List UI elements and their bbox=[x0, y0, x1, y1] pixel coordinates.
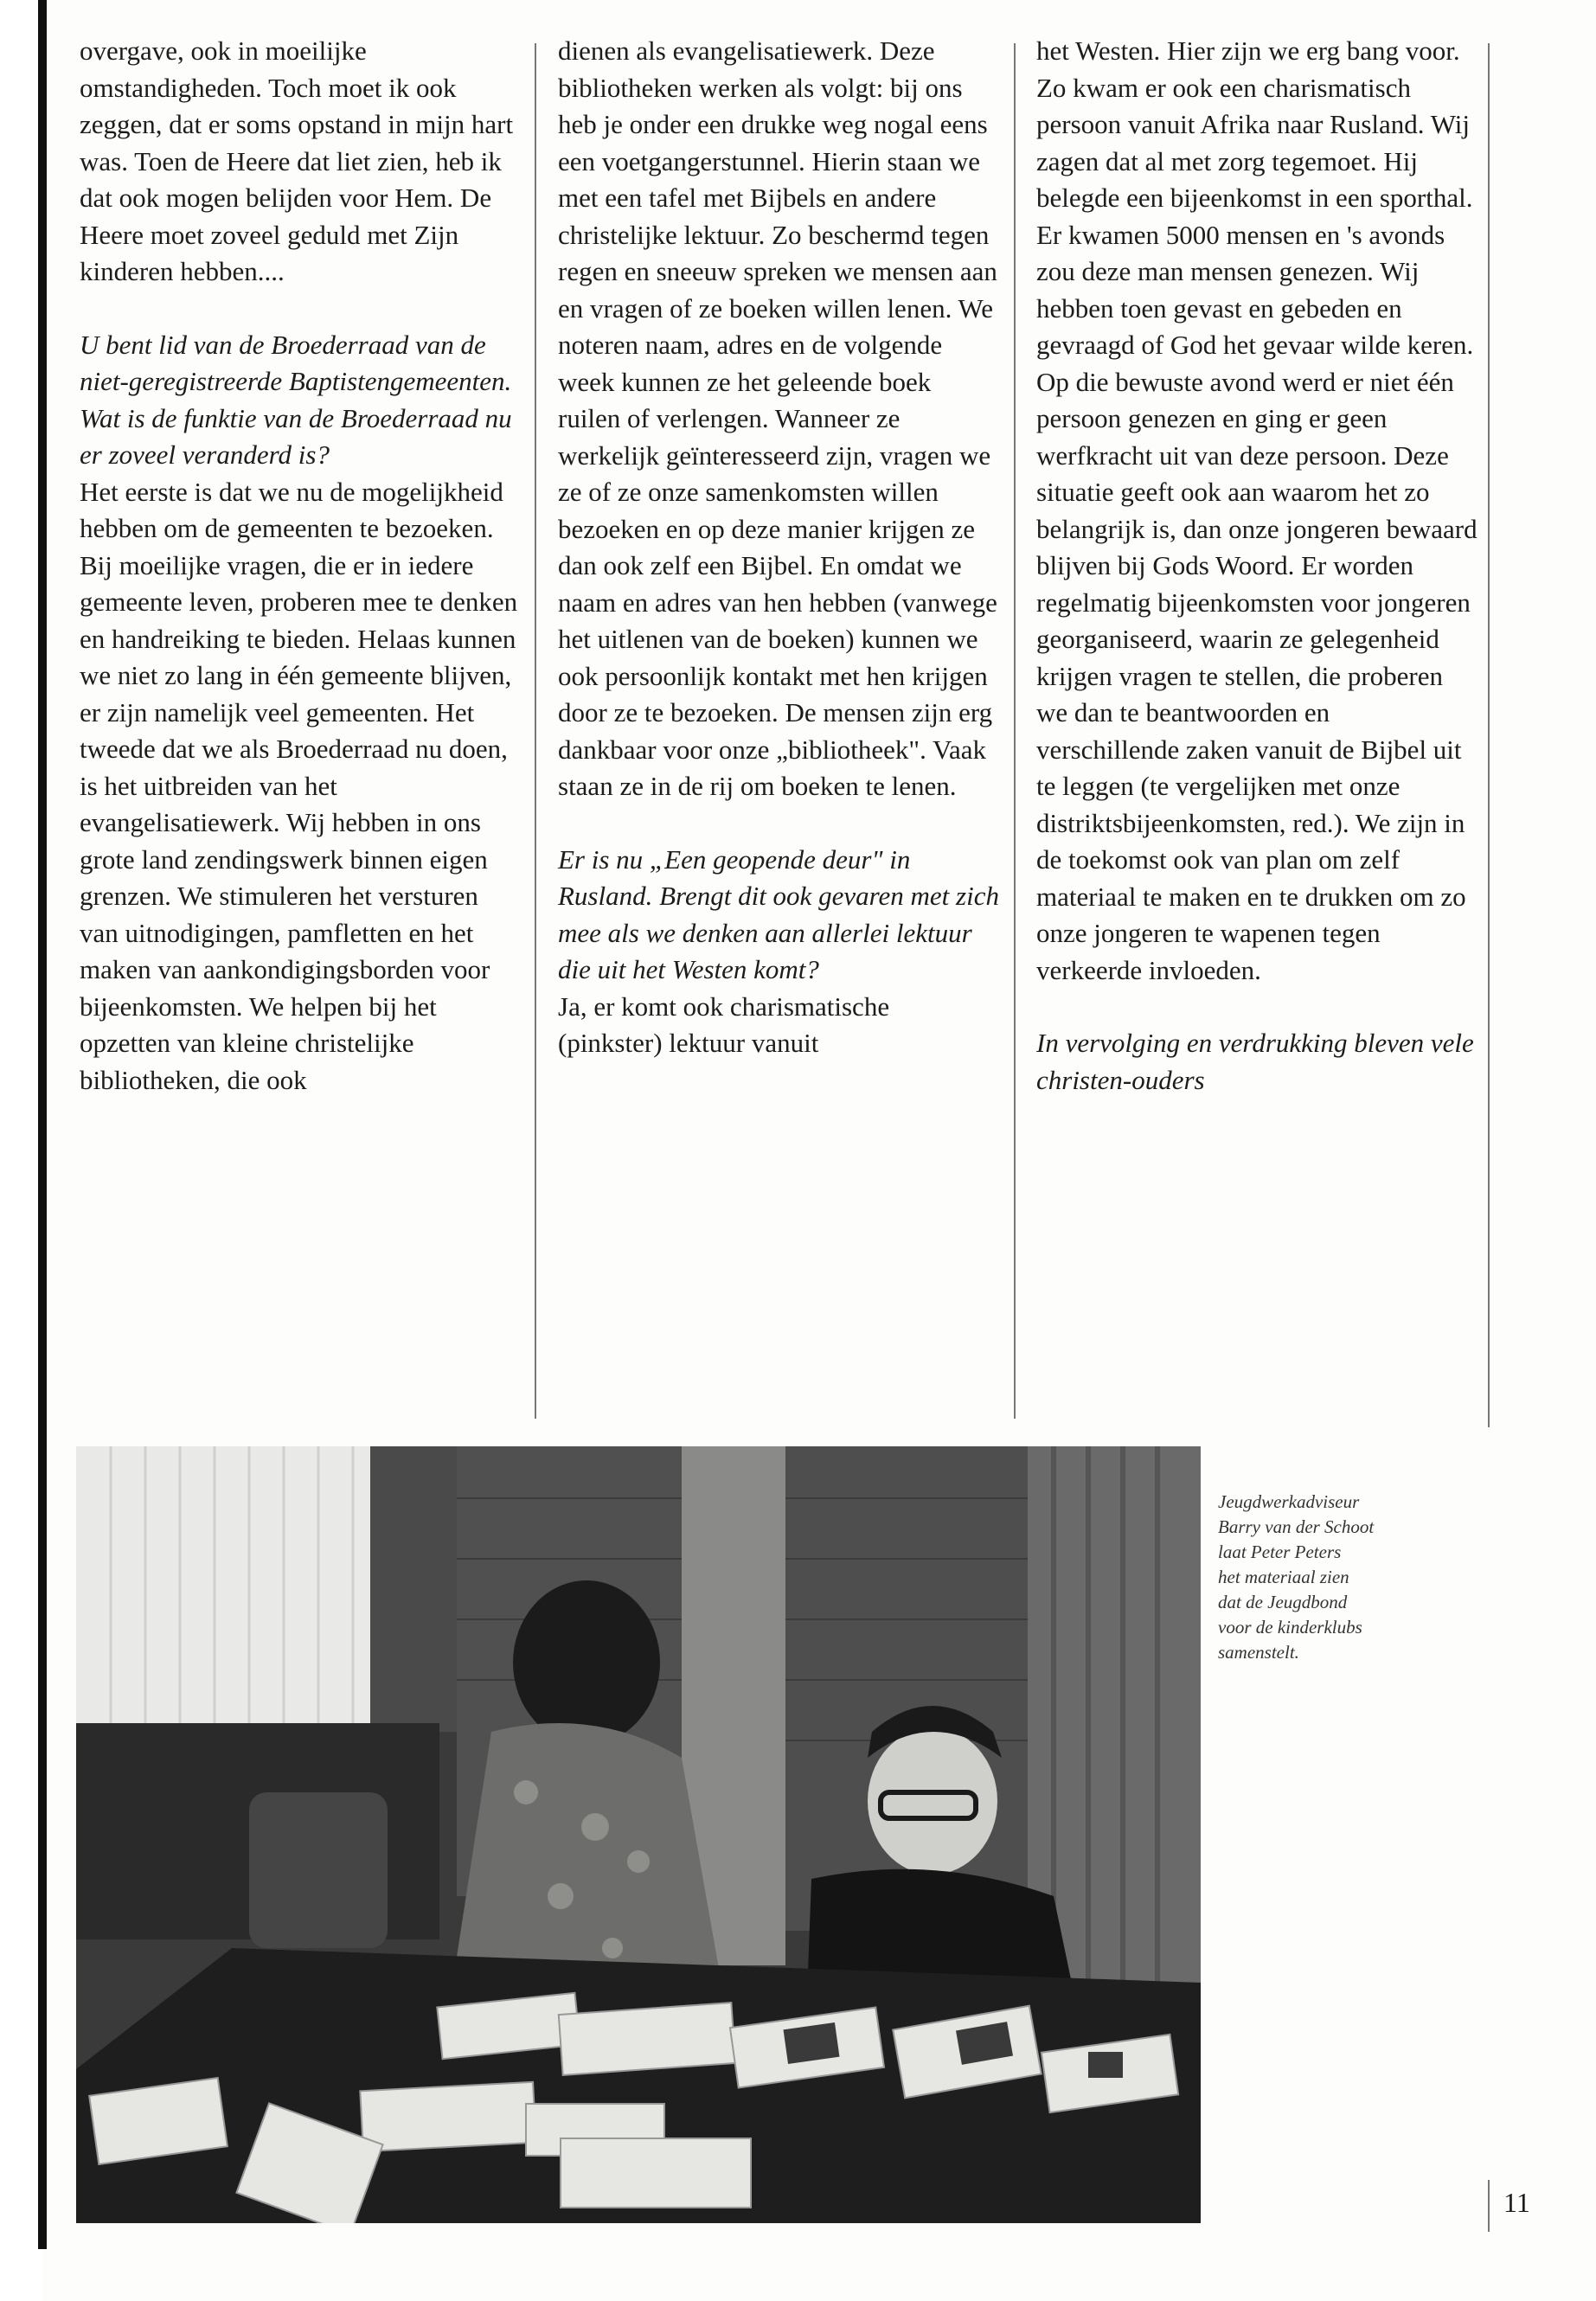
text-column-2 bbox=[558, 33, 999, 1062]
interview-answer: Ja, er komt ook charismatische (pinkster) lektuur vanuit bbox=[558, 990, 890, 1058]
interview-question: Er is nu „Een geopende deur" in Rusland. Brengt dit ook gevaren met zich mee als we denken aan allerlei lektuur die uit het Westen komt? bbox=[558, 843, 999, 984]
page-number: 11 bbox=[1503, 2187, 1530, 2218]
paragraph: dienen als evangelisatiewerk. Deze bibliotheken werken als volgt: bij ons heb je onder een drukke weg nogal eens een voetgangerstunnel. Hierin staan we met een tafel met Bijbels en andere christelijke lektuur. Zo beschermd tegen regen en sneeuw spreken we mensen aan en vragen of ze boeken willen lenen. We noteren naam, adres en de volgende week kunnen ze het geleende boek ruilen of verlengen. Wanneer ze werkelijk geïnteresseerd zijn, vragen we ze of ze onze samenkomsten willen bezoeken en op deze manier krijgen ze dan ook zelf een Bijbel. En omdat we naam en adres van hen hebben (vanwege het uitlenen van de boeken) kunnen we ook persoonlijk kontakt met hen krijgen door ze te bezoeken. De mensen zijn erg dankbaar voor onze „bibliotheek". Vaak staan ze in de rij om boeken te lenen. bbox=[558, 35, 997, 801]
paragraph: overgave, ook in moeilijke omstandigheden. Toch moet ik ook zeggen, dat er soms opstand in mijn hart was. Toen de Heere dat liet zien, heb ik dat ook mogen belijden voor Hem. De Heere moet zoveel geduld met Zijn kinderen hebben.... bbox=[80, 35, 514, 286]
column-divider bbox=[1014, 43, 1016, 1419]
column-divider bbox=[1488, 43, 1490, 1427]
interview-question: In vervolging en verdrukking bleven vele christen-ouders bbox=[1036, 1028, 1474, 1095]
photo-people-at-table bbox=[76, 1446, 1201, 2223]
caption-line: Jeugdwerkadviseur bbox=[1218, 1491, 1360, 1512]
interview-answer: Het eerste is dat we nu de mogelijkheid hebben om de gemeenten te bezoeken. Bij moeilijke vragen, die er in iedere gemeente leven, proberen mee te denken en handreiking te bieden. Helaas kunnen we niet zo lang in één gemeente blijven, er zijn namelijk veel gemeenten. Het tweede dat we als Broederraad nu doen, is het uitbreiden van het evangelisatiewerk. Wij hebben in ons grote land zendingswerk binnen eigen grenzen. We stimuleren het versturen van uitnodigingen, pamfletten en het maken van aankondigingsborden voor bijeenkomsten. We helpen bij het opzetten van kleine christelijke bibliotheken, die ook bbox=[80, 476, 518, 1095]
caption-line: samenstelt. bbox=[1218, 1642, 1299, 1663]
caption-line: voor de kinderklubs bbox=[1218, 1617, 1362, 1638]
paragraph: het Westen. Hier zijn we erg bang voor. Zo kwam er ook een charismatisch persoon vanuit Afrika naar Rusland. Wij zagen dat al met zorg tegemoet. Hij belegde een bijeenkomst in een sporthal. Er kwamen 5000 mensen en 's avonds zou deze man mensen genezen. Wij hebben toen gevast en gebeden en gevraagd of God het gevaar wilde keren. Op die bewuste avond werd er niet één persoon genezen en ging er geen werfkracht uit van deze persoon. Deze situatie geeft ook aan waarom het zo belangrijk is, dan onze jongeren bewaard blijven bij Gods Woord. Er worden regelmatig bijeenkomsten voor jongeren georganiseerd, waarin ze gelegenheid krijgen vragen te stellen, die proberen we dan te beantwoorden en verschillende zaken vanuit de Bijbel uit te leggen (te vergelijken met onze distriktsbijeenkomsten, red.). We zijn in de toekomst ook van plan om zelf materiaal te maken en te drukken om zo onze jongeren te wapenen tegen verkeerde invloeden. bbox=[1036, 35, 1477, 985]
caption-line: laat Peter Peters bbox=[1218, 1541, 1342, 1562]
text-column-3 bbox=[1036, 33, 1477, 1099]
text-column-1 bbox=[80, 33, 521, 1099]
interview-question: U bent lid van de Broederraad van de niet-geregistreerde Baptistengemeenten. Wat is de funktie van de Broederraad nu er zoveel veranderd is? bbox=[80, 329, 512, 470]
photo-caption bbox=[1218, 1490, 1452, 1665]
page-number-divider bbox=[1488, 2180, 1490, 2232]
caption-line: Barry van der Schoot bbox=[1218, 1516, 1375, 1537]
column-divider bbox=[535, 43, 536, 1419]
binding-edge bbox=[0, 0, 43, 2301]
caption-line: dat de Jeugdbond bbox=[1218, 1592, 1348, 1612]
caption-line: het materiaal zien bbox=[1218, 1567, 1349, 1587]
